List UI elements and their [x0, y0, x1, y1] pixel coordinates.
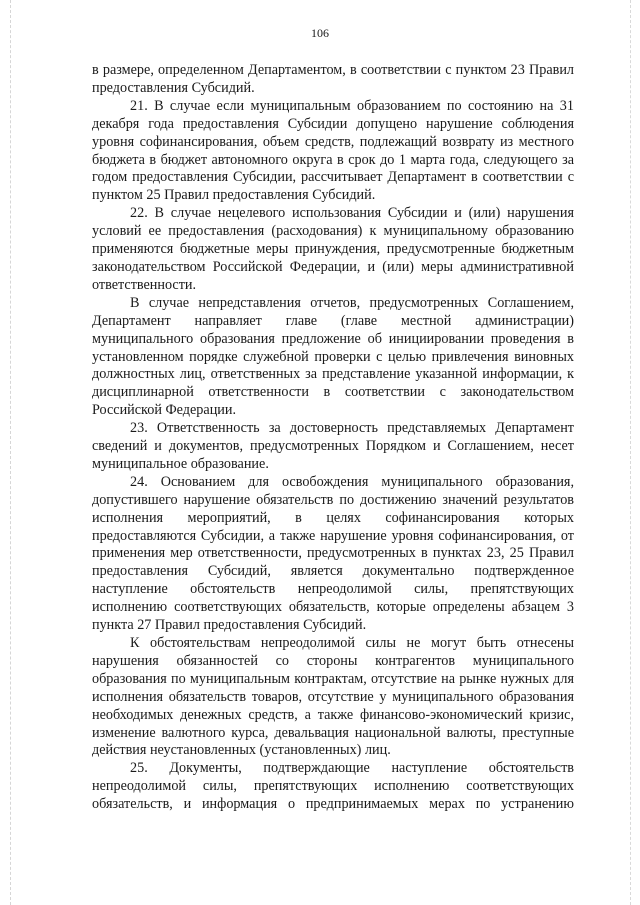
paragraph-item-24: 24. Основанием для освобождения муниципального образования, допустившего нарушение обязательств по достижению значений результатов исполнения мероприятий, в целях софинансирования которых предоставляются Субсидии, а также нарушение уровня софинансирования, от применения мер ответственности, предусмотренных в пунктах 23, 25 Правил предоставления Субсидий, является документально подтвержденное наступление обстоятельств непреодолимой силы, препятствующих исполнению соответствующих обязательств, которые определены абзацем 3 пункта 27 Правил предоставления Субсидий. [92, 473, 574, 634]
page-number: 106 [311, 26, 329, 40]
scan-edge-right [630, 0, 632, 905]
paragraph-force-majeure: К обстоятельствам непреодолимой силы не могут быть отнесены нарушения обязанностей со стороны контрагентов муниципального образования по муниципальным контрактам, отсутствие на рынке нужных для исполнения обязательств товаров, отсутствие у муниципального образования необходимых денежных средств, а также финансово-экономический кризис, изменение валютного курса, девальвация национальной валюты, преступные действия неустановленных (установленных) лиц. [92, 635, 574, 759]
scan-edge-left [10, 0, 12, 905]
paragraph-reports: В случае непредставления отчетов, предусмотренных Соглашением, Департамент направляет главе (главе местной администрации) муниципального образования предложение об инициировании проведения в установленном порядке служебной проверки с целью привлечения виновных должностных лиц, ответственных за представление указанной информации, к дисциплинарной ответственности в соответствии с законодательством Российской Федерации. [92, 294, 574, 419]
paragraph-continuation: в размере, определенном Департаментом, в соответствии с пунктом 23 Правил предоставления Субсидий. [92, 62, 574, 96]
paragraph-item-22: 22. В случае нецелевого использования Субсидии и (или) нарушения условий ее предоставления (расходования) к муниципальному образованию применяются бюджетные меры принуждения, предусмотренные бюджетным законодательством Российской Федерации, и (или) меры административной ответственности. [92, 205, 574, 293]
document-body [92, 62, 574, 814]
paragraph-item-23: 23. Ответственность за достоверность представляемых Департамент сведений и документов, предусмотренных Порядком и Соглашением, несет муниципальное образование. [92, 420, 574, 472]
paragraph-item-25: 25. Документы, подтверждающие наступление обстоятельств непреодолимой силы, препятствующих исполнению соответствующих обязательств, и информация о предпринимаемых мерах по устранению [92, 760, 574, 813]
paragraph-item-21: 21. В случае если муниципальным образованием по состоянию на 31 декабря года предоставления Субсидии допущено нарушение соблюдения уровня софинансирования, объем средств, подлежащий возврату из местного бюджета в бюджет автономного округа в срок до 1 марта года, следующего за годом предоставления Субсидии, рассчитывает Департамент в соответствии с пунктом 25 Правил предоставления Субсидий. [92, 97, 574, 204]
